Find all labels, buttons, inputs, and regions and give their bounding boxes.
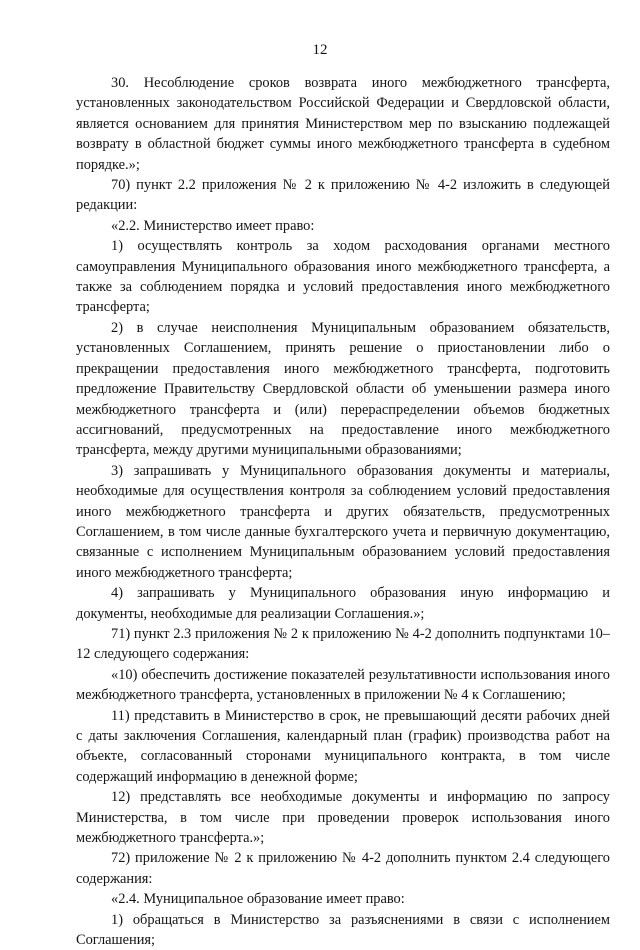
paragraph-subitem-10: «10) обеспечить достижение показателей результативности использования иного межбюджетного трансферта, установленных в приложении № 4 к Соглашению; xyxy=(76,666,610,704)
paragraph-item-30: 30. Несоблюдение сроков возврата иного межбюджетного трансферта, установленных законодательством Российской Федерации и Свердловской области, является основанием для принятия Министерством мер по взысканию подлежащей возврату в областной бюджет суммы иного межбюджетного трансферта в судебном порядке.»; xyxy=(76,75,610,173)
paragraph-clause-2-2-item-3: 3) запрашивать у Муниципального образования документы и материалы, необходимые для осуществления контроля за соблюдением условий предоставления иного межбюджетного трансферта и других обязательств, предусмотренных Соглашением, в том числе данные бухгалтерского учета и первичную документацию, связанные с исполнением Муниципальным образованием условий предоставления иного межбюджетного трансферта; xyxy=(76,462,610,581)
paragraph-clause-2-2-heading: «2.2. Министерство имеет право: xyxy=(111,217,315,234)
page-number: 12 xyxy=(312,42,328,58)
paragraph-clause-2-4-item-1: 1) обращаться в Министерство за разъяснениями в связи с исполнением Соглашения; xyxy=(76,911,610,949)
paragraph-amendment-72: 72) приложение № 2 к приложению № 4-2 дополнить пунктом 2.4 следующего содержания: xyxy=(76,850,610,887)
paragraph-subitem-12: 12) представлять все необходимые документы и информацию по запросу Министерства, в том числе при проведении проверок использования иного межбюджетного трансферта.»; xyxy=(76,789,610,847)
paragraph-amendment-71: 71) пункт 2.3 приложения № 2 к приложению № 4-2 дополнить подпунктами 10–12 следующего содержания: xyxy=(76,625,610,663)
paragraph-subitem-11: 11) представить в Министерство в срок, не превышающий десяти рабочих дней с даты заключения Соглашения, календарный план (график) производства работ на объекте, согласованный сторонами муниципального контракта, в том числе содержащий информацию в денежной форме; xyxy=(76,707,610,785)
paragraph-clause-2-2-item-2: 2) в случае неисполнения Муниципальным образованием обязательств, установленных Соглашением, принять решение о приостановлении либо о прекращении предоставления иного межбюджетного трансферта, подготовить предложение Правительству Свердловской области об уменьшении размера иного межбюджетного трансферта и (или) перераспределении объемов бюджетных ассигнований, предусмотренных на предоставление иного межбюджетного трансферта, между другими муниципальными образованиями; xyxy=(76,319,610,459)
paragraph-clause-2-2-item-4: 4) запрашивать у Муниципального образования иную информацию и документы, необходимые для реализации Соглашения.»; xyxy=(76,585,610,622)
paragraph-clause-2-4-heading: «2.4. Муниципальное образование имеет право: xyxy=(111,891,405,908)
paragraph-amendment-70: 70) пункт 2.2 приложения № 2 к приложению № 4-2 изложить в следующей редакции: xyxy=(76,177,610,214)
paragraph-clause-2-2-item-1: 1) осуществлять контроль за ходом расходования органами местного самоуправления Муниципального образования иного межбюджетного трансферта, а также за соблюдением порядка и условий предоставления иного межбюджетного трансферта; xyxy=(76,238,610,316)
document-body xyxy=(76,73,610,950)
